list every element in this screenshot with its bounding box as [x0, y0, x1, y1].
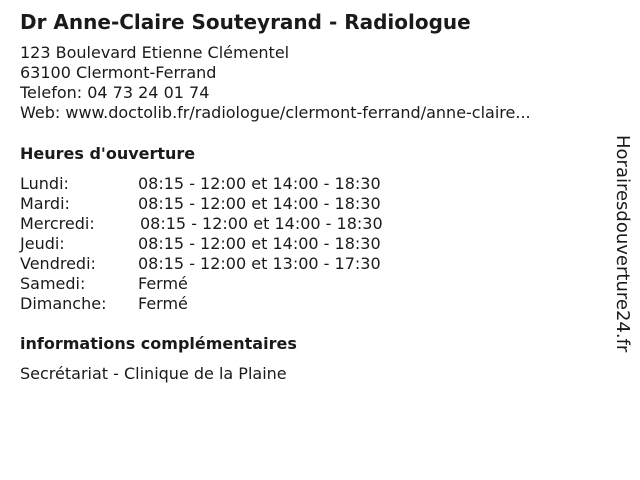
- contact-block: [20, 43, 531, 123]
- phone-number: Telefon: 04 73 24 01 74: [20, 83, 210, 102]
- day-label: Lundi:: [20, 174, 69, 193]
- hours-value: 08:15 - 12:00 et 13:00 - 17:30: [138, 254, 381, 273]
- day-label: Mercredi:: [20, 214, 95, 233]
- address-line-2: 63100 Clermont-Ferrand: [20, 63, 217, 82]
- day-label: Mardi:: [20, 194, 70, 213]
- address-line-1: 123 Boulevard Etienne Clémentel: [20, 43, 290, 62]
- page-title: Dr Anne-Claire Souteyrand - Radiologue: [20, 10, 471, 34]
- website-link[interactable]: Web: www.doctolib.fr/radiologue/clermont-ferrand/anne-claire...: [20, 103, 531, 122]
- hours-value: 08:15 - 12:00 et 14:00 - 18:30: [138, 194, 381, 213]
- additional-info-heading: informations complémentaires: [20, 334, 297, 353]
- hours-value: Fermé: [138, 294, 188, 313]
- hours-value: 08:15 - 12:00 et 14:00 - 18:30: [138, 174, 381, 193]
- day-label: Jeudi:: [20, 234, 65, 253]
- hours-value: 08:15 - 12:00 et 14:00 - 18:30: [138, 234, 381, 253]
- day-label: Dimanche:: [20, 294, 107, 313]
- hours-value: Fermé: [138, 274, 188, 293]
- day-label: Samedi:: [20, 274, 86, 293]
- additional-info-text: Secrétariat - Clinique de la Plaine: [20, 364, 287, 383]
- hours-value: 08:15 - 12:00 et 14:00 - 18:30: [140, 214, 383, 233]
- site-watermark: [612, 135, 636, 370]
- day-label: Vendredi:: [20, 254, 96, 273]
- opening-hours-heading: Heures d'ouverture: [20, 144, 196, 163]
- watermark-text: Horairesdouverture24.fr: [612, 135, 633, 353]
